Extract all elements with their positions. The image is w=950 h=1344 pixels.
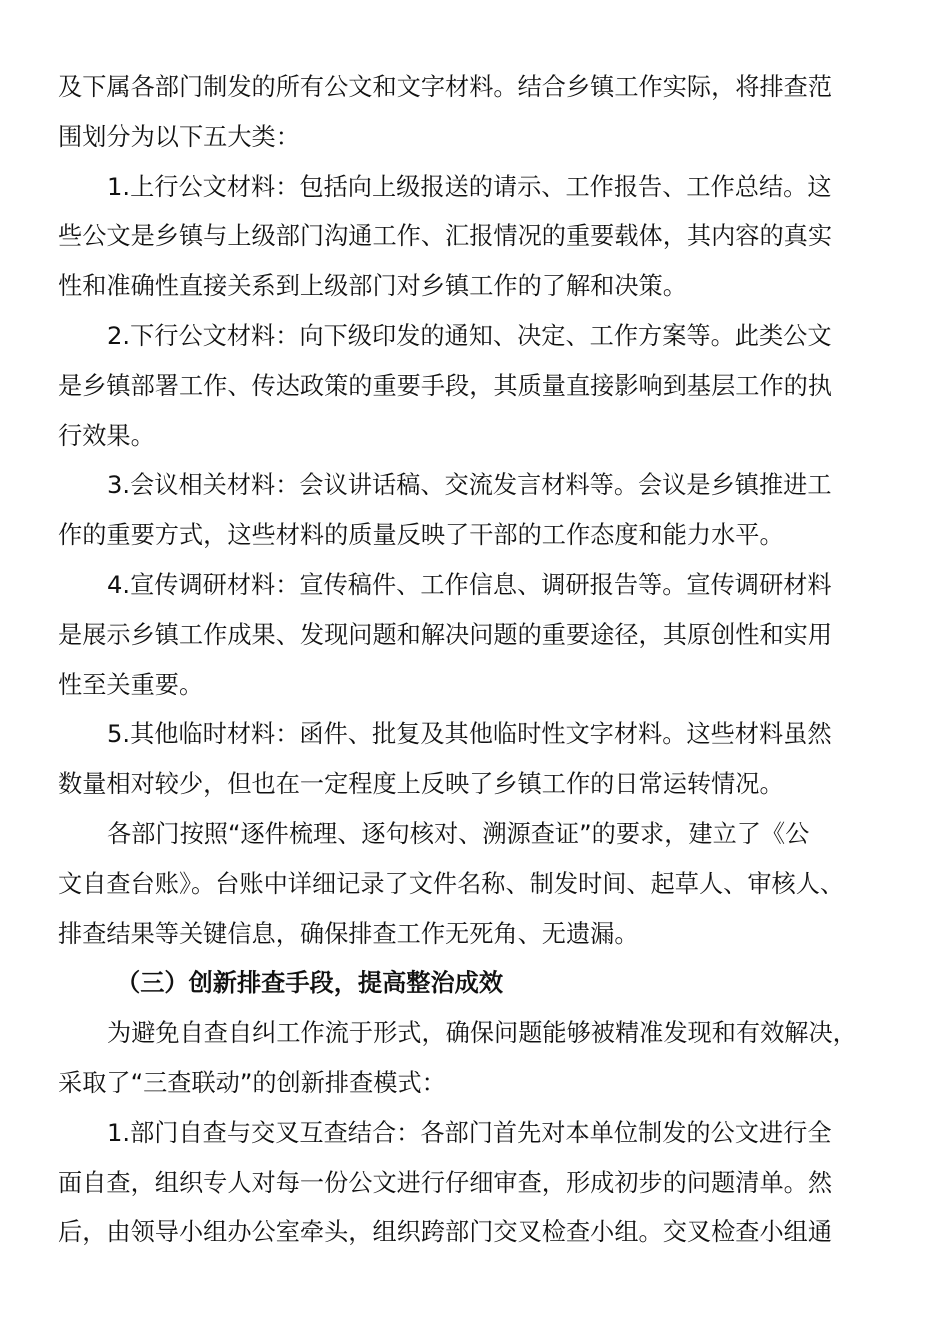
paragraph-line: 是乡镇部署工作、传达政策的重要手段，其质量直接影响到基层工作的执 bbox=[58, 371, 833, 400]
list-item-other-temporary: 5.其他临时材料：函件、批复及其他临时性文字材料。这些材料虽然 bbox=[107, 720, 832, 749]
paragraph-ledger: 各部门按照“逐件梳理、逐句核对、溯源查证”的要求，建立了《公 bbox=[107, 819, 810, 848]
list-item-publicity-research: 4.宣传调研材料：宣传稿件、工作信息、调研报告等。宣传调研材料 bbox=[107, 570, 832, 599]
paragraph-line: 作的重要方式，这些材料的质量反映了干部的工作态度和能力水平。 bbox=[58, 521, 784, 550]
paragraph-line: 性和准确性直接关系到上级部门对乡镇工作的了解和决策。 bbox=[58, 272, 687, 301]
paragraph-line: 排查结果等关键信息，确保排查工作无死角、无遗漏。 bbox=[58, 919, 639, 948]
document-page bbox=[58, 63, 878, 1258]
list-item-self-cross-check: 1.部门自查与交叉互查结合：各部门首先对本单位制发的公文进行全 bbox=[107, 1118, 832, 1147]
list-item-meeting-materials: 3.会议相关材料：会议讲话稿、交流发言材料等。会议是乡镇推进工 bbox=[107, 471, 832, 500]
list-item-upward-documents: 1.上行公文材料：包括向上级报送的请示、工作报告、工作总结。这 bbox=[107, 172, 832, 201]
paragraph-line: 围划分为以下五大类： bbox=[58, 122, 300, 151]
paragraph-line: 面自查，组织专人对每一份公文进行仔细审查，形成初步的问题清单。然 bbox=[58, 1168, 833, 1197]
paragraph-intro: 为避免自查自纠工作流于形式，确保问题能够被精准发现和有效解决， bbox=[107, 1019, 857, 1048]
paragraph-line: 是展示乡镇工作成果、发现问题和解决问题的重要途径，其原创性和实用 bbox=[58, 620, 833, 649]
section-heading: （三）创新排查手段，提高整治成效 bbox=[116, 969, 504, 998]
paragraph-line: 些公文是乡镇与上级部门沟通工作、汇报情况的重要载体，其内容的真实 bbox=[58, 222, 833, 251]
paragraph-line: 数量相对较少，但也在一定程度上反映了乡镇工作的日常运转情况。 bbox=[58, 770, 784, 799]
paragraph-line: 后，由领导小组办公室牵头，组织跨部门交叉检查小组。交叉检查小组通 bbox=[58, 1218, 833, 1247]
paragraph-line: 性至关重要。 bbox=[58, 670, 204, 699]
paragraph-line: 行效果。 bbox=[58, 421, 155, 450]
paragraph-line: 及下属各部门制发的所有公文和文字材料。结合乡镇工作实际，将排查范 bbox=[58, 73, 833, 101]
list-item-downward-documents: 2.下行公文材料：向下级印发的通知、决定、工作方案等。此类公文 bbox=[107, 321, 832, 350]
paragraph-line: 采取了“三查联动”的创新排查模式： bbox=[58, 1068, 446, 1097]
paragraph-line: 文自查台账》。台账中详细记录了文件名称、制发时间、起草人、审核人、 bbox=[58, 869, 845, 898]
